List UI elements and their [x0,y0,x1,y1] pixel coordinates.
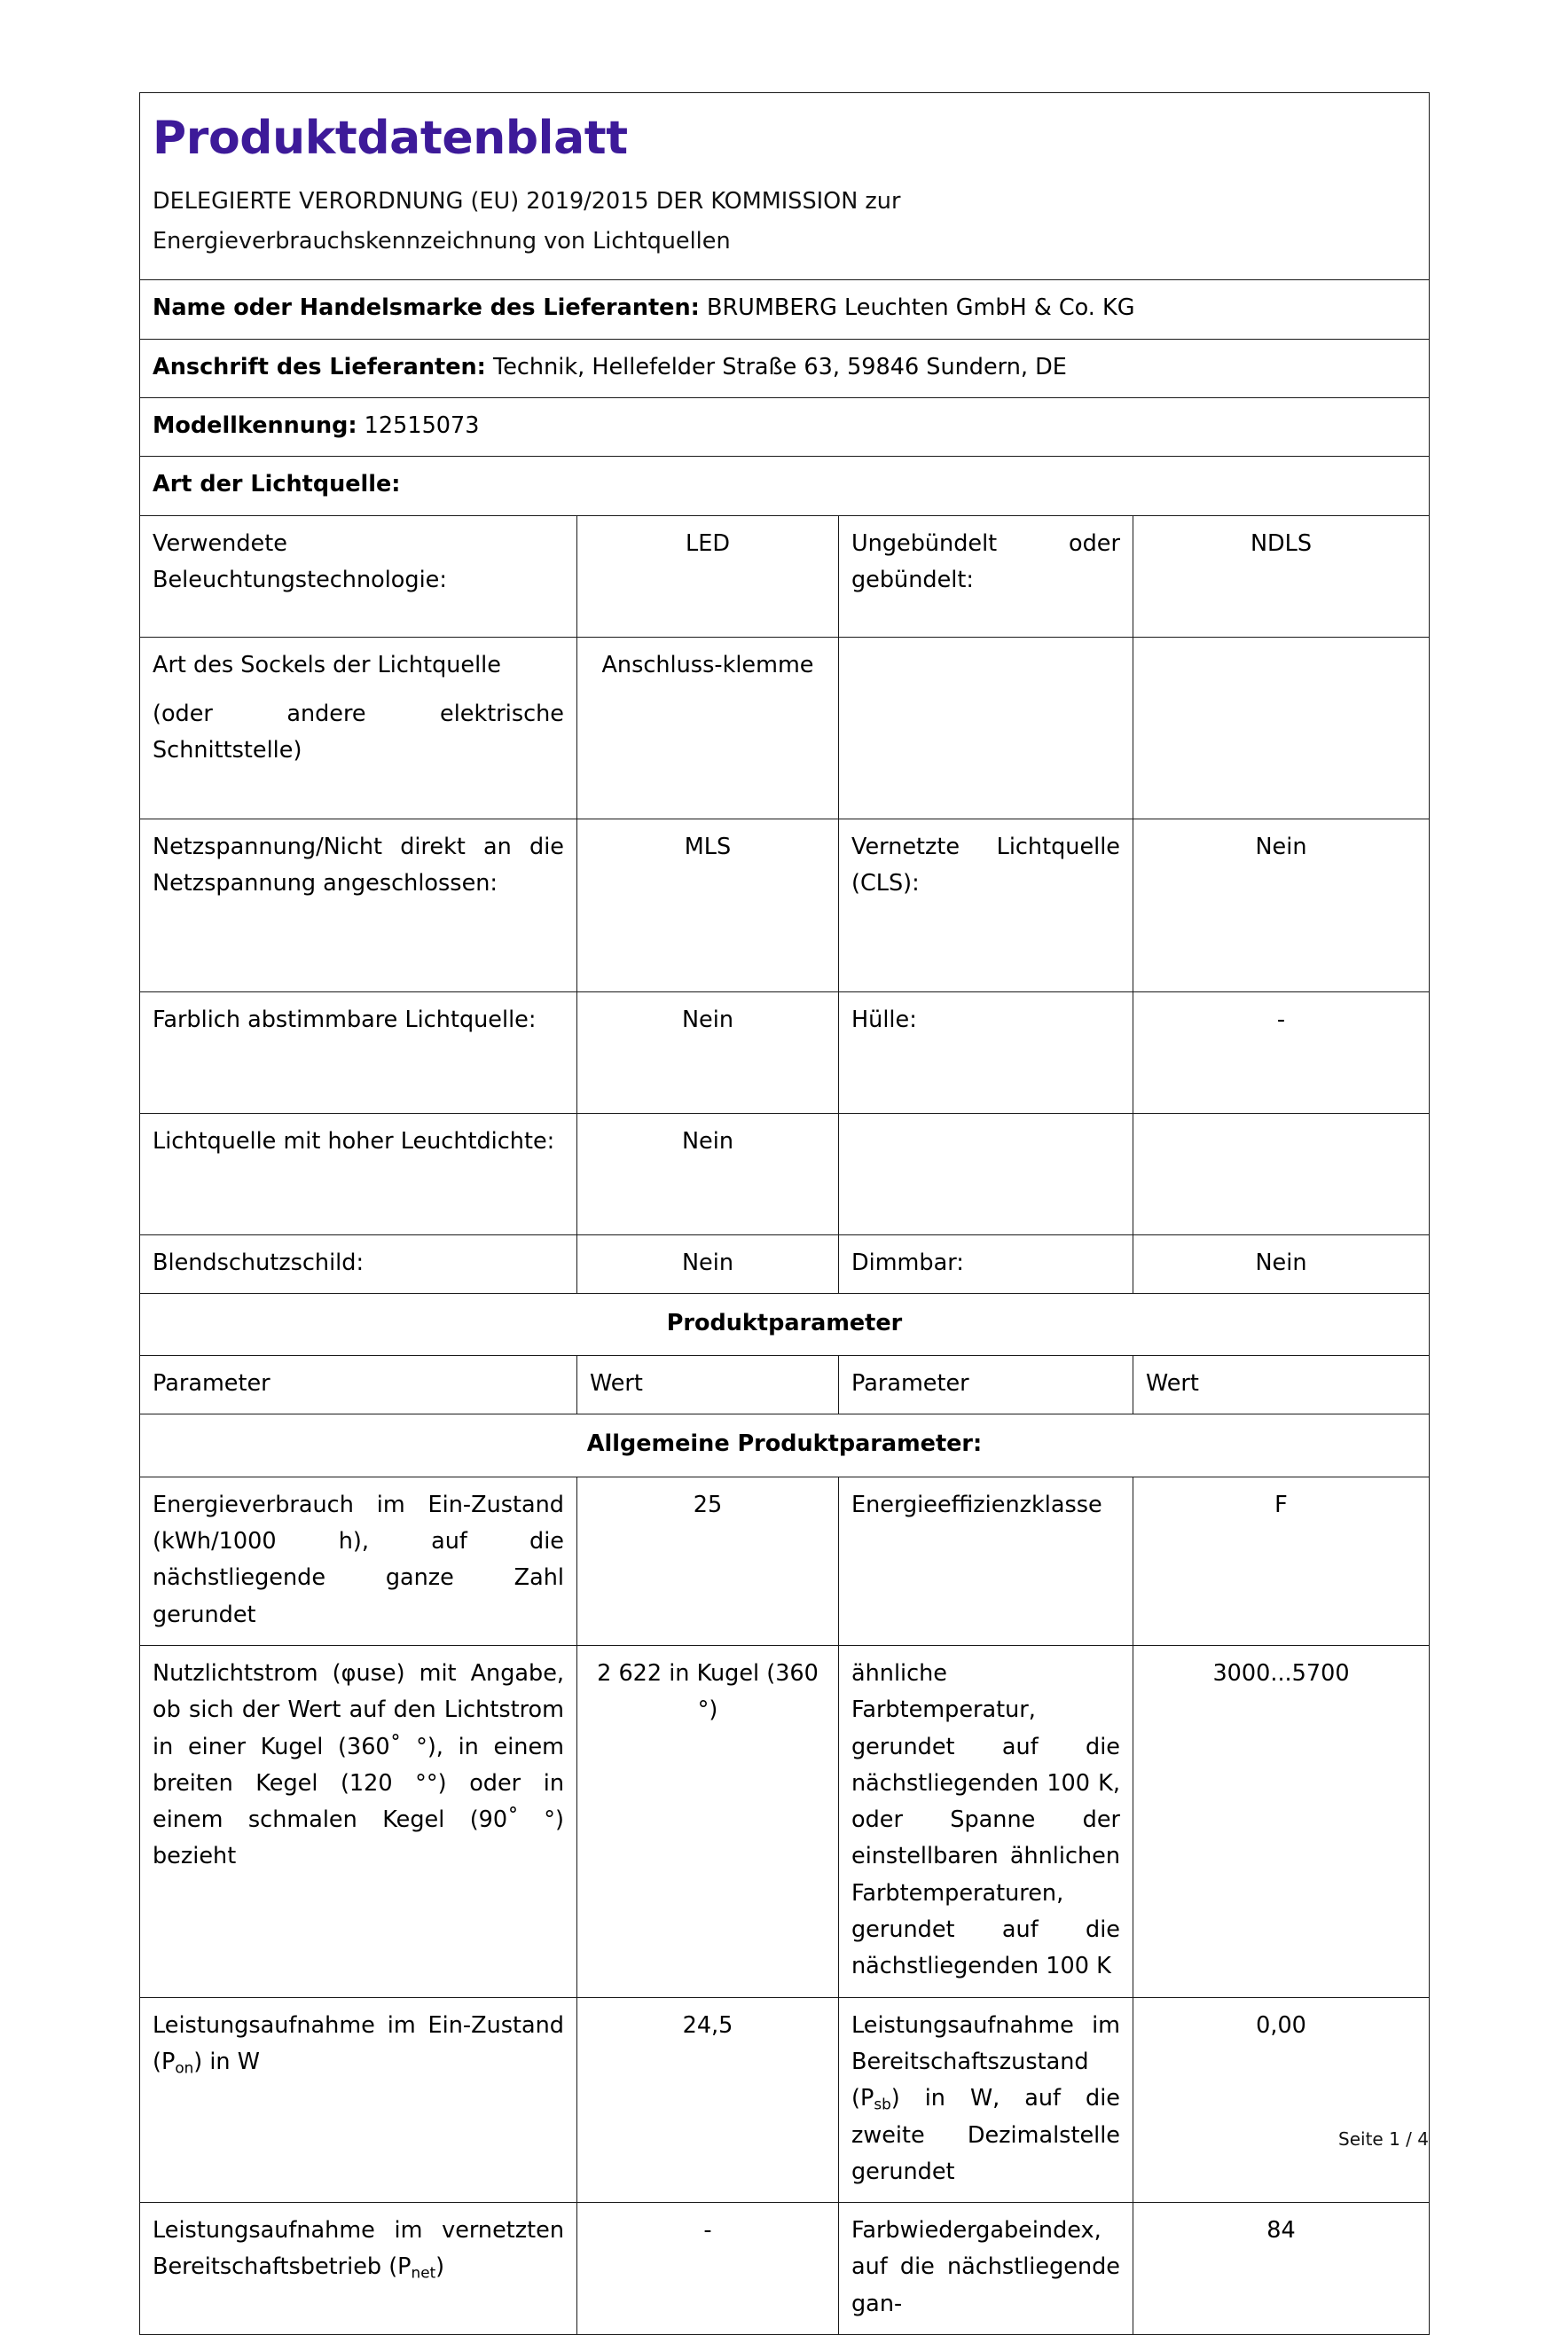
row-hld-value2 [1133,1113,1430,1234]
product-datasheet-table [139,92,1430,2335]
regulation-line-1: DELEGIERTE VERORDNUNG (EU) 2019/2015 DER KOMMISSION zur [153,187,901,215]
row-mains-param: Netzspannung/Nicht direkt an die Netzspannung angeschlossen: [140,819,577,991]
product-parameters-heading: Produktparameter [140,1293,1430,1355]
row-socket-param-line2: (oder andere elektrische Schnittstelle) [153,700,564,764]
row-luminous-flux-param: Nutzlichtstrom (φuse) mit Angabe, ob sich der Wert auf den Lichtstrom in einer Kugel (360˚ °), in einem breiten Kegel (120 °°) oder in einem schmalen Kegel (90˚ °) bezieht [140,1645,577,1997]
row-dimmable-value: Nein [1133,1234,1430,1293]
row-hld-param: Lichtquelle mit hoher Leuchtdichte: [140,1113,577,1234]
row-dimmable-param: Dimmbar: [839,1234,1133,1293]
column-header-value-1: Wert [577,1356,839,1414]
regulation-line-2: Energieverbrauchskennzeichnung von Lichtquellen [153,228,731,255]
supplier-name-row [140,280,1430,339]
row-beam-value: NDLS [1133,515,1430,637]
supplier-address-cell [140,339,1430,397]
supplier-name-label: Name oder Handelsmarke des Lieferanten: [153,294,700,322]
row-energy-consumption-value: 25 [577,1477,839,1645]
row-glareshield-param: Blendschutzschild: [140,1234,577,1293]
row-technology-param: Verwendete Beleuchtungstechnologie: [140,515,577,637]
row-energy-class-param: Energieeffizienzklasse [839,1477,1133,1645]
row-cri-value: 84 [1133,2203,1430,2335]
model-label: Modellkennung: [153,411,357,439]
row-power-standby-param-post: ) in W, auf die zweite Dezimalstelle gerundet [851,2085,1120,2185]
row-beam-param: Ungebündelt oder gebündelt: [839,515,1133,637]
row-cct-value: 3000...5700 [1133,1645,1430,1997]
table-row [140,1477,1430,1645]
row-cls-param: Vernetzte Lichtquelle (CLS): [839,819,1133,991]
column-header-param-1: Parameter [140,1356,577,1414]
column-header-value-2: Wert [1133,1356,1430,1414]
row-mains-value: MLS [577,819,839,991]
page-footer: Seite 1 / 4 [1338,2128,1429,2150]
row-power-on-param-post: ) in W [193,2048,260,2075]
row-socket-param [140,637,577,819]
row-power-on-param-pre: Leistungsaufnahme im Ein-Zustand (P [153,2011,564,2075]
table-row [140,1645,1430,1997]
table-row [140,1997,1430,2202]
row-power-net-param-sub: net [411,2264,436,2283]
row-tunable-param: Farblich abstimmbare Lichtquelle: [140,991,577,1113]
datasheet-container [139,92,1429,2335]
row-luminous-flux-value: 2 622 in Kugel (360 °) [577,1645,839,1997]
table-row [140,1234,1430,1293]
table-row [140,991,1430,1113]
model-cell [140,397,1430,456]
model-row [140,397,1430,456]
supplier-name-value: BRUMBERG Leuchten GmbH & Co. KG [706,294,1135,322]
supplier-address-value: Technik, Hellefelder Straße 63, 59846 Sundern, DE [492,353,1067,380]
row-hld-param2 [839,1113,1133,1234]
row-socket-param-line1: Art des Sockels der Lichtquelle [153,651,501,678]
row-technology-value: LED [577,515,839,637]
light-source-heading-row [140,457,1430,515]
row-cls-value: Nein [1133,819,1430,991]
row-power-standby-value: 0,00 [1133,1997,1430,2202]
supplier-address-label: Anschrift des Lieferanten: [153,353,486,380]
general-parameters-heading: Allgemeine Produktparameter: [140,1414,1430,1477]
row-power-standby-param-sub: sb [874,2095,891,2113]
row-power-net-value: - [577,2203,839,2335]
row-power-standby-param [839,1997,1133,2202]
supplier-address-row [140,339,1430,397]
row-power-on-param-sub: on [175,2058,194,2077]
general-parameters-heading-row [140,1414,1430,1477]
supplier-name-cell [140,280,1430,339]
row-glareshield-value: Nein [577,1234,839,1293]
table-row [140,819,1430,991]
row-energy-class-value: F [1133,1477,1430,1645]
column-header-row [140,1356,1430,1414]
table-row [140,637,1430,819]
row-envelope-value: - [1133,991,1430,1113]
title-row [140,93,1430,280]
row-socket-value: Anschluss-klemme [577,637,839,819]
column-header-param-2: Parameter [839,1356,1133,1414]
light-source-heading: Art der Lichtquelle: [140,457,1430,515]
product-parameters-heading-row [140,1293,1430,1355]
page-title: Produktdatenblatt [153,112,628,165]
row-power-net-param-post: ) [435,2253,445,2281]
row-hld-value: Nein [577,1113,839,1234]
row-power-on-param [140,1997,577,2202]
row-power-standby-param-pre: Leistungsaufnahme im Bereitschaftszustand (P [851,2011,1120,2112]
row-socket-value2 [1133,637,1430,819]
row-cri-param: Farbwiedergabeindex, auf die nächstliegende gan- [839,2203,1133,2335]
model-value: 12515073 [364,411,480,439]
row-energy-consumption-param: Energieverbrauch im Ein-Zustand (kWh/1000 h), auf die nächstliegende ganze Zahl gerundet [140,1477,577,1645]
row-power-net-param-pre: Leistungsaufnahme im vernetzten Bereitschaftsbetrieb (P [153,2217,564,2281]
title-cell [140,93,1430,280]
row-cct-param: ähnliche Farbtemperatur, gerundet auf die nächstliegenden 100 K, oder Spanne der einstellbaren ähnlichen Farbtemperaturen, gerundet auf die nächstliegenden 100 K [839,1645,1133,1997]
row-socket-param2 [839,637,1133,819]
row-power-on-value: 24,5 [577,1997,839,2202]
table-row [140,1113,1430,1234]
row-tunable-value: Nein [577,991,839,1113]
row-envelope-param: Hülle: [839,991,1133,1113]
row-power-net-param [140,2203,577,2335]
table-row [140,515,1430,637]
table-row [140,2203,1430,2335]
